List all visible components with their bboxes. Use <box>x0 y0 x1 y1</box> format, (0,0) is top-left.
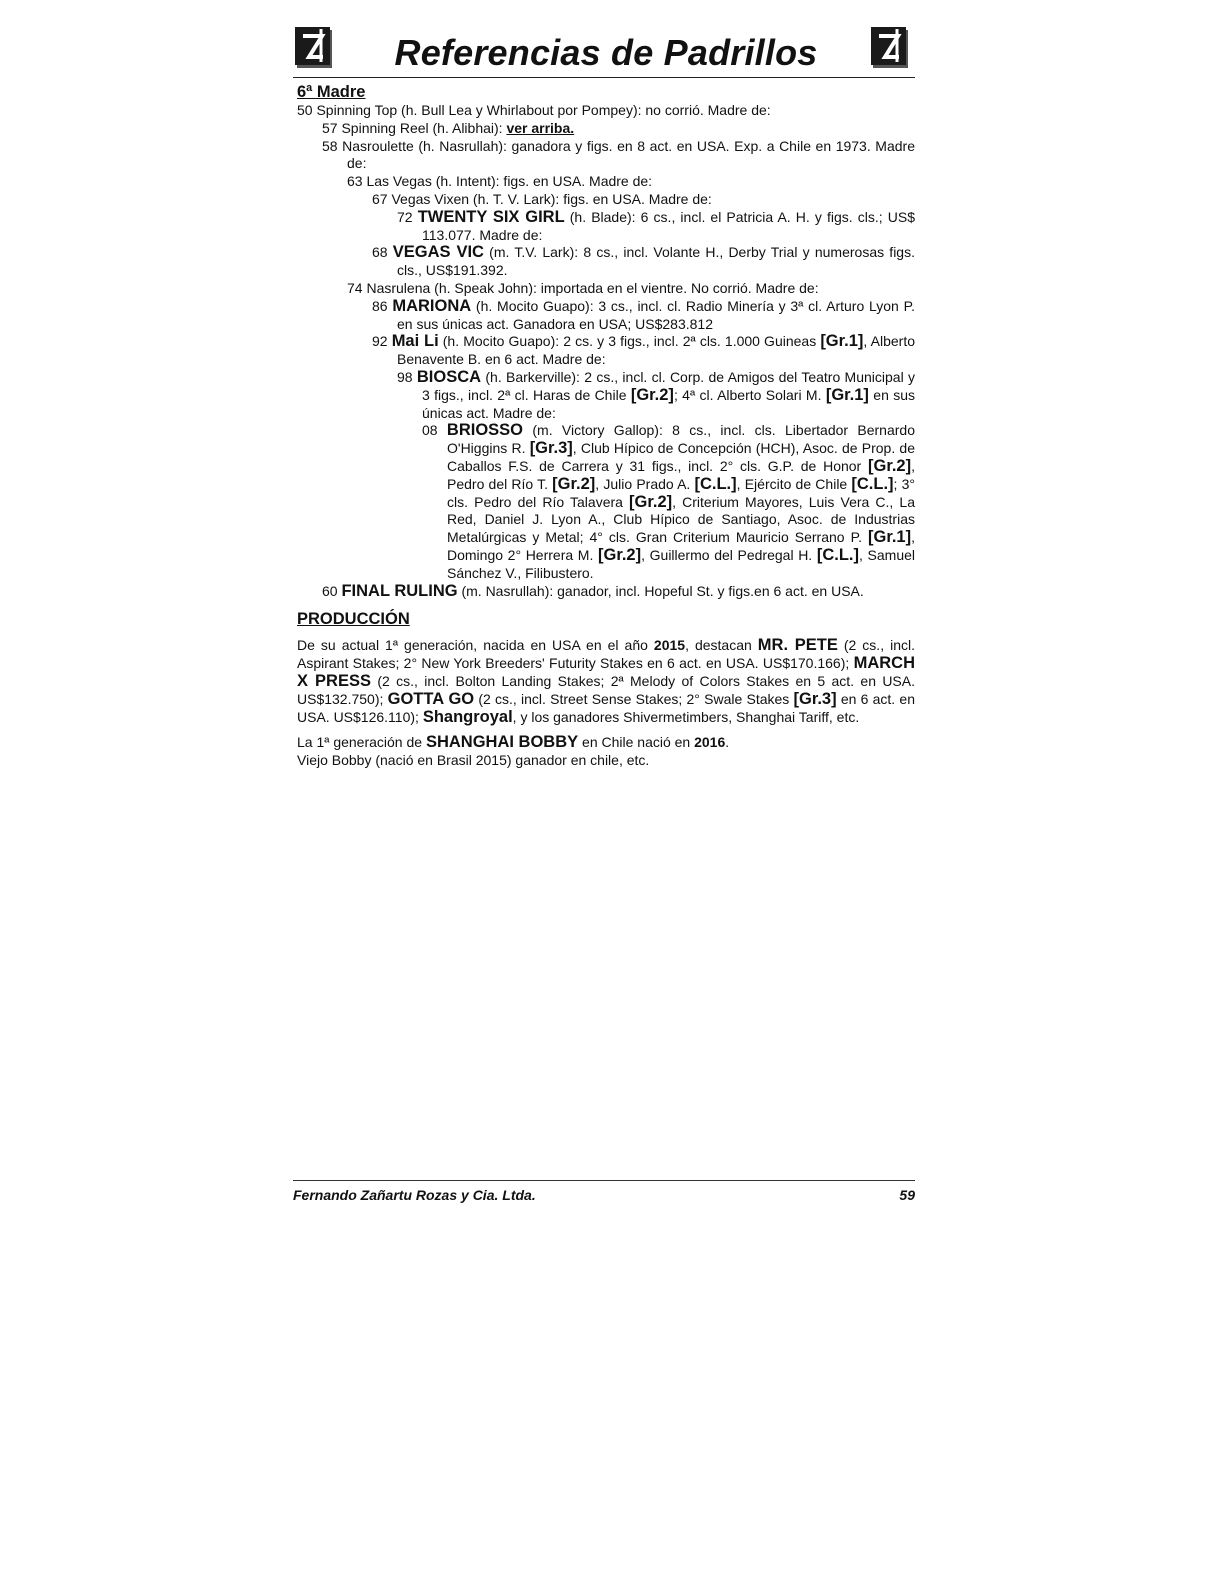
pedigree-entry: 72 TWENTY SIX GIRL (h. Blade): 6 cs., incl. el Patricia A. H. y figs. cls.; US$ 113.077. Madre de: <box>397 207 915 243</box>
horse-name: MARCH X PRESS <box>297 654 915 690</box>
grade-label: [Gr.2] <box>630 385 674 404</box>
pedigree-entry: 67 Vegas Vixen (h. T. V. Lark): figs. en USA. Madre de: <box>372 190 712 207</box>
document-page <box>297 20 915 778</box>
page-footer <box>293 1180 915 1203</box>
grade-label: [Gr.1] <box>820 332 864 351</box>
ver-arriba-link[interactable]: ver arriba. <box>506 119 575 136</box>
horse-name: BIOSCA <box>416 367 482 386</box>
pedigree-entry: 74 Nasrulena (h. Speak John): importada en el vientre. No corrió. Madre de: <box>347 279 819 296</box>
pedigree-entry: 60 FINAL RULING (m. Nasrullah): ganador, incl. Hopeful St. y figs.en 6 act. en USA. <box>322 581 864 600</box>
grade-label: [Gr.2] <box>629 492 673 511</box>
grade-label: [Gr.1] <box>868 528 912 547</box>
horse-name: BRIOSSO <box>446 421 524 440</box>
haras-logo-icon <box>870 24 912 70</box>
pedigree-entry: 58 Nasroulette (h. Nasrullah): ganadora y figs. en 8 act. en USA. Exp. a Chile en 1973. Madre de: <box>322 137 915 172</box>
footer-divider <box>293 1180 915 1181</box>
pedigree-entry: 50 Spinning Top (h. Bull Lea y Whirlabout por Pompey): no corrió. Madre de: <box>297 102 771 118</box>
horse-name: TWENTY SIX GIRL <box>417 207 565 226</box>
grade-label: [Gr.1] <box>825 385 869 404</box>
footer-company: Fernando Zañartu Rozas y Cia. Ltda. <box>293 1187 536 1203</box>
page-title: Referencias de Padrillos <box>394 32 818 73</box>
grade-label: [C.L.] <box>851 474 894 493</box>
pedigree-entry: 63 Las Vegas (h. Intent): figs. en USA. Madre de: <box>347 173 653 190</box>
page-number: 59 <box>899 1187 915 1203</box>
grade-label: [Gr.3] <box>529 439 573 458</box>
grade-label: [Gr.2] <box>598 545 642 564</box>
pedigree-entry: 92 Mai Li (h. Mocito Guapo): 2 cs. y 3 figs., incl. 2ª cls. 1.000 Guineas [Gr.1], Alberto Benavente B. en 6 act. Madre de: <box>372 332 915 368</box>
pedigree-entry: 98 BIOSCA (h. Barkerville): 2 cs., incl. cl. Corp. de Amigos del Teatro Municipal y 3 figs., incl. 2ª cl. Haras de Chile [Gr.2]; 4ª cl. Alberto Solari M. [Gr.1] en sus únicas act. Madre de: <box>397 367 915 421</box>
header-divider <box>293 77 915 78</box>
horse-name: Mai Li <box>391 332 439 351</box>
grade-label: [Gr.2] <box>552 474 596 493</box>
produccion-heading: PRODUCCIÓN <box>297 610 410 629</box>
produccion-paragraph: La 1ª generación de SHANGHAI BOBBY en Chile nació en 2016. <box>297 733 730 752</box>
produccion-paragraph: De su actual 1ª generación, nacida en USA en el año 2015, destacan MR. PETE (2 cs., incl. Aspirant Stakes; 2° New York Breeders' Futurity Stakes en 6 act. en USA. US$170.166); MARCH X PRESS (2 cs., incl. Bolton Landing Stakes; 2ª Melody of Colors Stakes en 5 act. en USA. US$132.750); GOTTA GO (2 cs., incl. Street Sense Stakes; 2° Swale Stakes [Gr.3] en 6 act. en USA. US$126.110); Shangroyal, y los ganadores Shivermetimbers, Shanghai Tariff, etc. <box>297 636 915 726</box>
horse-name: MARIONA <box>392 296 472 315</box>
horse-name: FINAL RULING <box>341 581 458 600</box>
grade-label: [C.L.] <box>694 474 737 493</box>
pedigree-entry: 57 Spinning Reel (h. Alibhai): ver arriba. <box>322 119 575 136</box>
grade-label: [C.L.] <box>816 545 859 564</box>
pedigree-entry: 08 BRIOSSO (m. Victory Gallop): 8 cs., incl. cls. Libertador Bernardo O'Higgins R. [Gr.3], Club Hípico de Concepción (HCH), Asoc. de Prop. de Caballos F.S. de Carrera y 31 figs., incl. 2° cls. G.P. de Honor [Gr.2], Pedro del Río T. [Gr.2], Julio Prado A. [C.L.], Ejército de Chile [C.L.]; 3° cls. Pedro del Río Talavera [Gr.2], Criterium Mayores, Luis Vera C., La Red, Daniel J. Lyon A., Club Hípico de Santiago, Asoc. de Industrias Metalúrgicas y Metal; 4° cls. Gran Criterium Mauricio Serrano P. [Gr.1], Domingo 2° Herrera M. [Gr.2], Guillermo del Pedregal H. [C.L.], Samuel Sánchez V., Filibustero. <box>422 421 916 581</box>
produccion-paragraph: Viejo Bobby (nació en Brasil 2015) ganador en chile, etc. <box>297 752 650 769</box>
horse-name: GOTTA GO <box>387 689 475 708</box>
section-heading: 6ª Madre <box>297 83 366 101</box>
pedigree-entry: 68 VEGAS VIC (m. T.V. Lark): 8 cs., incl. Volante H., Derby Trial y numerosas figs. cls., US$191.392. <box>372 243 915 279</box>
pedigree-entry: 86 MARIONA (h. Mocito Guapo): 3 cs., incl. cl. Radio Minería y 3ª cl. Arturo Lyon P. en sus únicas act. Ganadora en USA; US$283.812 <box>372 296 916 332</box>
page-header <box>297 20 915 80</box>
grade-label: [Gr.2] <box>868 456 912 475</box>
grade-label: [Gr.3] <box>793 689 837 708</box>
horse-name: Shangroyal <box>422 707 513 726</box>
horse-name: VEGAS VIC <box>392 243 484 262</box>
horse-name: SHANGHAI BOBBY <box>425 733 579 752</box>
horse-name: MR. PETE <box>757 636 838 655</box>
